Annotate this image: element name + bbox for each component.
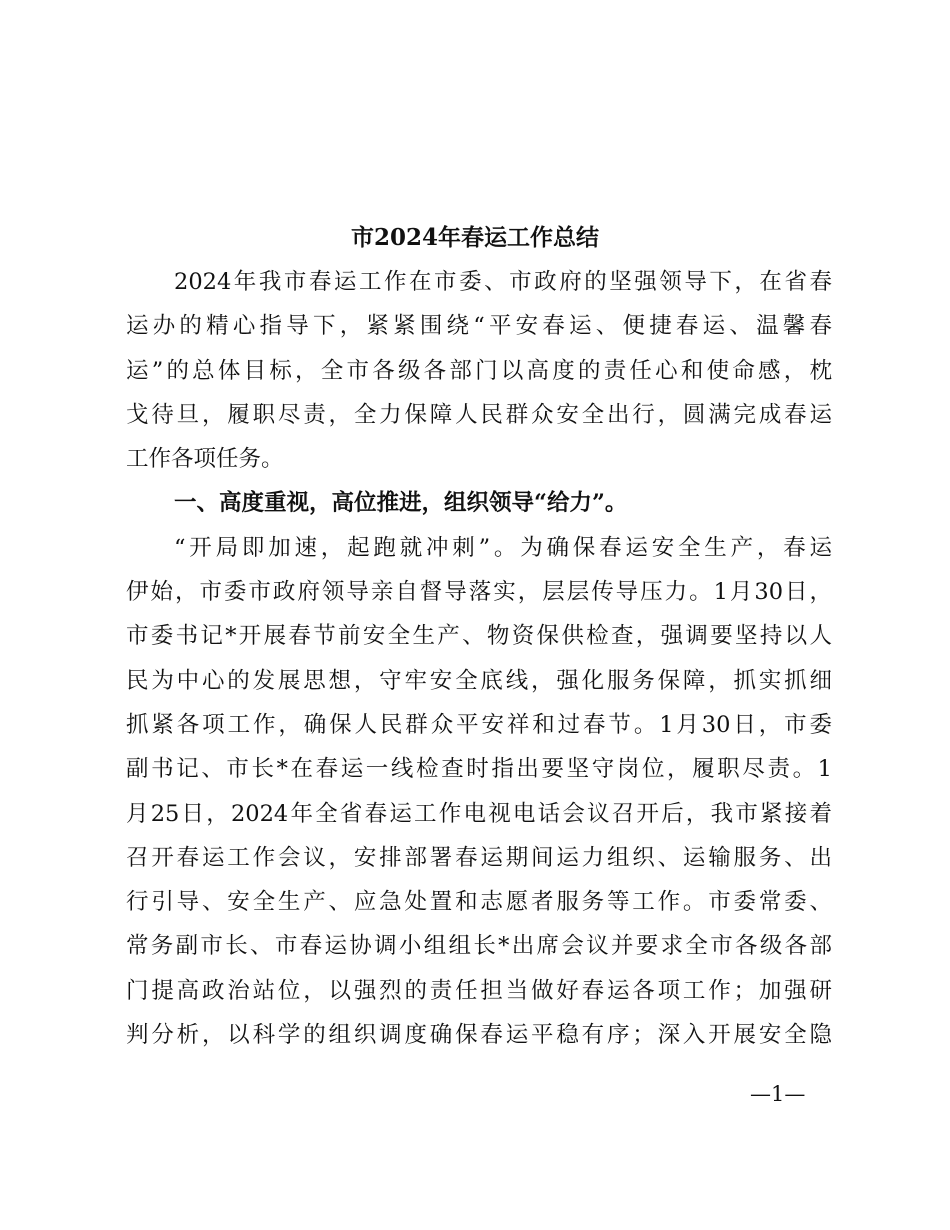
text-line: 召开春运工作会议，安排部署春运期间运力组织、运输服务、出: [126, 844, 832, 871]
text-line: 运”的总体目标，全市各级各部门以高度的责任心和使命感，枕: [126, 357, 832, 384]
text-line: 运办的精心指导下，紧紧围绕“平安春运、便捷春运、温馨春: [126, 313, 832, 340]
text-line: “开局即加速，起跑就冲刺”。为确保春运安全生产，春运: [174, 534, 832, 561]
text-line: 戈待旦，履职尽责，全力保障人民群众安全出行，圆满完成春运: [126, 401, 832, 428]
text-line: 工作各项任务。: [126, 446, 284, 473]
text-line: 门提高政治站位，以强烈的责任担当做好春运各项工作；加强研: [126, 977, 832, 1004]
section-heading: [126, 485, 832, 529]
text-line: 市委书记*开展春节前安全生产、物资保供检查，强调要坚持以人: [126, 623, 832, 650]
text-line: 一、高度重视，高位推进，组织领导“给力”。: [174, 490, 628, 517]
paragraph: [126, 264, 832, 485]
text-line: 判分析，以科学的组织调度确保春运平稳有序；深入开展安全隐: [126, 1022, 832, 1049]
text-line: 民为中心的发展思想，守牢安全底线，强化服务保障，抓实抓细: [126, 667, 832, 694]
text-line: 行引导、安全生产、应急处置和志愿者服务等工作。市委常委、: [126, 889, 832, 916]
page-number: —1—: [750, 1082, 806, 1106]
text-line: 伊始，市委市政府领导亲自督导落实，层层传导压力。1月30日，: [126, 579, 832, 606]
document-body: [126, 264, 832, 1061]
text-line: 常务副市长、市春运协调小组组长*出席会议并要求全市各级各部: [126, 933, 832, 960]
text-line: 抓紧各项工作，确保人民群众平安祥和过春节。1月30日，市委: [126, 711, 832, 738]
text-line: 副书记、市长*在春运一线检查时指出要坚守岗位，履职尽责。1: [126, 756, 832, 783]
text-line: 2024年我市春运工作在市委、市政府的坚强领导下，在省春: [174, 269, 832, 295]
text-line: 月25日，2024年全省春运工作电视电话会议召开后，我市紧接着: [126, 800, 832, 827]
paragraph: [126, 530, 832, 1062]
document-title: 市2024年春运工作总结: [350, 224, 599, 251]
